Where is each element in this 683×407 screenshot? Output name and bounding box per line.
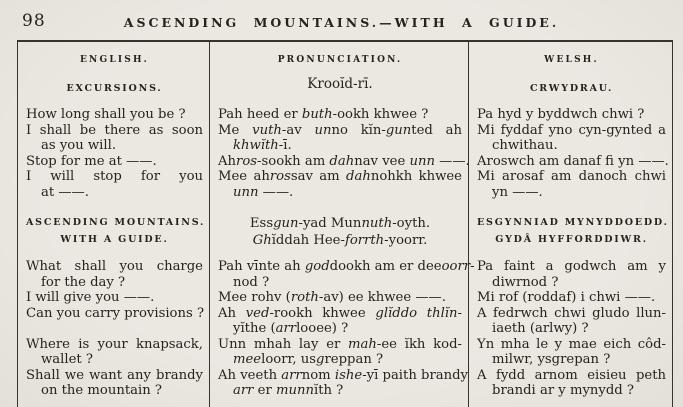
italic-text-segment: arr: [233, 383, 254, 398]
text-segment: -: [457, 305, 462, 321]
italic-text-segment: ros: [269, 169, 291, 184]
text-segment: loorr, us: [261, 352, 317, 367]
text-segment: -yad Mun: [298, 216, 362, 231]
text-segment: Mi arosaf am danoch chwi: [477, 169, 666, 184]
text-segment: er: [253, 383, 276, 398]
italic-text-segment: arr: [281, 367, 302, 383]
text-segment: Yn mha le y mae eich côd-: [477, 336, 666, 352]
text-segment: A fedrwch chwi gludo llun-: [477, 305, 666, 321]
italic-text-segment: unn: [409, 153, 435, 169]
cell-english-r9: [18, 368, 210, 407]
text-line: [26, 352, 203, 368]
text-segment: at ——.: [41, 184, 89, 200]
text-segment: -ee ĭkh kod-: [376, 336, 462, 352]
text-segment: -rookh khwee: [269, 305, 376, 321]
cell-welsh-r5: [469, 249, 673, 290]
text-line: [218, 259, 475, 275]
cell-welsh-r6: [469, 290, 673, 306]
italic-text-segment: arr: [275, 321, 297, 336]
text-segment: yn ——.: [492, 184, 543, 200]
italic-text-segment: forrth: [344, 233, 385, 248]
text-segment: ——.: [434, 153, 470, 169]
text-line: [26, 368, 203, 384]
text-line: [477, 185, 666, 201]
italic-text-segment: ishe: [334, 367, 363, 383]
text-line: [26, 275, 203, 291]
italic-text-segment: Gh: [252, 233, 272, 248]
section-head-welsh: [469, 200, 673, 249]
text-segment: ASCENDING MOUNTAINS.: [26, 217, 206, 228]
cell-welsh-r7: [469, 306, 673, 337]
text-segment: Can you carry provisions ?: [26, 305, 205, 321]
text-segment: -ī.: [278, 138, 292, 153]
text-line: [218, 321, 462, 337]
text-segment: looee) ?: [296, 321, 349, 336]
text-line: [477, 259, 666, 275]
text-segment: wallet ?: [41, 352, 93, 367]
phrase-row-8: [18, 337, 673, 368]
subhead-english-excursions: [18, 66, 210, 97]
text-segment: Pa faint a godwch am y: [477, 259, 666, 274]
italic-text-segment: dah: [346, 169, 371, 184]
text-line: [477, 138, 666, 154]
text-segment: Ess: [249, 216, 274, 231]
phrase-row-6: [18, 290, 673, 306]
phrase-row-9: [18, 368, 673, 407]
cell-pronunciation-r3: [210, 154, 469, 170]
text-line: [477, 275, 666, 291]
text-line: [26, 337, 203, 353]
text-segment: Shall we want any brandy: [26, 367, 203, 383]
text-segment: dookh am er dee: [329, 259, 442, 274]
text-segment: -sookh am: [257, 153, 330, 169]
text-line: [26, 123, 203, 139]
italic-text-segment: gun: [385, 122, 412, 138]
cell-welsh-r8: [469, 337, 673, 368]
italic-text-segment: thlĭn: [426, 305, 458, 321]
italic-text-segment: g: [316, 352, 325, 367]
cell-english-r6: [18, 290, 210, 306]
italic-text-segment: dah: [329, 153, 355, 169]
text-line: [477, 214, 669, 231]
text-segment: Aroswch am danaf fi yn ——.: [477, 153, 669, 169]
text-line: [218, 232, 462, 249]
cell-pronunciation-r2: [210, 123, 469, 154]
text-line: [218, 383, 462, 399]
text-segment: I will give you ——.: [26, 290, 155, 305]
text-line: [218, 185, 462, 201]
text-segment: -yoorr.: [384, 233, 428, 248]
phrase-row-2: [18, 123, 673, 154]
text-segment: brandi ar y mynydd ?: [492, 383, 634, 398]
italic-text-segment: khwĭth: [233, 138, 279, 153]
cell-english-r2: [18, 123, 210, 154]
text-segment: EXCURSIONS.: [66, 83, 163, 94]
text-segment: ted ah: [411, 122, 463, 138]
italic-text-segment: nuth: [361, 216, 393, 231]
text-segment: -: [470, 259, 475, 274]
cell-english-r7: [18, 306, 210, 337]
text-segment: -av: [281, 122, 315, 138]
text-line: [26, 383, 203, 399]
text-segment: nohkh khwee: [370, 169, 462, 184]
cell-english-r5: [18, 249, 210, 290]
text-segment: WITH A GUIDE.: [60, 234, 169, 245]
text-line: [26, 259, 203, 275]
text-segment: for the day ?: [41, 274, 126, 290]
cell-welsh-r2: [469, 123, 673, 154]
text-segment: -oyth.: [392, 216, 431, 231]
cell-pronunciation-r6: [210, 290, 469, 306]
text-segment: Ah veeth: [218, 367, 282, 383]
text-line: [218, 138, 462, 154]
text-line: [477, 80, 666, 97]
text-segment: GYDÂ HYFFORDDIWR.: [495, 234, 648, 245]
text-segment: -av) ee khwee ——.: [318, 290, 446, 305]
text-line: [218, 77, 462, 93]
text-line: [477, 107, 666, 123]
italic-text-segment: glĭddo: [375, 305, 418, 321]
text-line: [218, 290, 462, 306]
text-segment: sav am: [290, 169, 347, 184]
text-line: [477, 368, 666, 384]
text-line: [477, 306, 666, 322]
text-line: [26, 154, 203, 170]
text-segment: Ah: [218, 305, 246, 321]
italic-text-segment: ros: [236, 153, 258, 169]
cell-pronunciation-r4: [210, 169, 469, 200]
italic-text-segment: roth: [290, 290, 319, 305]
text-line: [26, 231, 203, 248]
cell-pronunciation-r7: [210, 306, 469, 337]
phrase-row-1: [18, 97, 673, 123]
text-segment: Where is your knapsack,: [26, 336, 203, 352]
text-line: [26, 107, 203, 123]
italic-text-segment: vuth: [252, 122, 282, 138]
page-number: 98: [22, 11, 46, 31]
text-line: [218, 367, 469, 384]
section-subheading-row: [18, 66, 673, 97]
text-segment: What shall you charge: [26, 259, 203, 274]
text-segment: Pa hyd y byddwch chwi ?: [477, 107, 645, 122]
text-segment: nav vee: [354, 153, 410, 169]
cell-welsh-r4: [469, 169, 673, 200]
text-segment: iaeth (arlwy) ?: [492, 321, 589, 336]
subhead-welsh-crwydrau: [469, 66, 673, 97]
text-segment: diwrnod ?: [492, 274, 559, 290]
cell-pronunciation-r1: [210, 97, 469, 123]
column-header-row: [18, 41, 673, 66]
text-line: [218, 107, 462, 123]
text-segment: ——.: [258, 184, 294, 200]
text-segment: [417, 306, 427, 321]
cell-welsh-r1: [469, 97, 673, 123]
italic-text-segment: god: [304, 259, 330, 274]
cell-english-r8: [18, 337, 210, 368]
text-segment: Mi rof (roddaf) i chwi ——.: [477, 290, 656, 305]
phrasebook-table: [17, 40, 673, 407]
text-segment: -yī paith brandy: [362, 367, 469, 383]
text-segment: How long shall you be ?: [26, 107, 186, 122]
text-segment: ĭddah Hee-: [271, 233, 345, 248]
text-line: [26, 214, 206, 231]
text-segment: no kĭn-: [331, 122, 386, 138]
text-line: [218, 306, 462, 322]
phrase-row-3: [18, 154, 673, 170]
text-line: [218, 337, 462, 353]
cell-english-r3: [18, 154, 210, 170]
text-line: [477, 169, 666, 185]
subhead-pronunciation-crwydrau: [210, 66, 469, 97]
italic-text-segment: mah: [348, 336, 377, 352]
italic-text-segment: oorr: [441, 259, 471, 274]
text-line: [218, 275, 462, 291]
text-segment: reppan ?: [324, 352, 384, 367]
page-header: [0, 8, 683, 36]
cell-english-r1: [18, 97, 210, 123]
cell-pronunciation-r8: [210, 337, 469, 368]
italic-text-segment: munn: [275, 383, 314, 398]
section-head-english: [18, 200, 210, 249]
text-segment: on the mountain ?: [41, 383, 162, 398]
column-header-english: ENGLISH.: [79, 55, 150, 65]
text-line: [477, 383, 666, 399]
text-segment: A fydd arnom eisieu peth: [477, 367, 666, 383]
running-title: ASCENDING MOUNTAINS.—WITH A GUIDE.: [123, 15, 560, 30]
text-segment: milwr, ysgrepan ?: [492, 352, 611, 367]
text-line: [26, 138, 203, 154]
text-segment: ESGYNNIAD MYNYDDOEDD.: [477, 217, 669, 228]
text-segment: chwithau.: [492, 138, 558, 153]
cell-english-r4: [18, 169, 210, 200]
italic-text-segment: buth: [301, 107, 333, 122]
column-header-welsh: WELSH.: [469, 41, 673, 66]
text-segment: I will stop for you: [26, 169, 203, 184]
text-line: [26, 185, 203, 201]
text-line: [218, 215, 462, 232]
text-line: [477, 352, 666, 368]
text-segment: yĭthe (: [233, 321, 276, 336]
text-segment: nom: [301, 367, 335, 383]
text-segment: Ah: [218, 153, 237, 169]
text-segment: nod ?: [233, 274, 270, 290]
text-segment: Pah heed er: [218, 107, 302, 122]
cell-welsh-r3: [469, 154, 673, 170]
italic-text-segment: ved: [245, 305, 270, 321]
column-header-pronunciation: PRONUNCIATION.: [210, 41, 469, 66]
phrase-row-4: [18, 169, 673, 200]
text-segment: as you will.: [41, 138, 117, 153]
text-segment: CRWYDRAU.: [529, 83, 614, 94]
text-line: [26, 290, 203, 306]
text-segment: Krooĭd-rī.: [307, 76, 373, 92]
text-line: [26, 169, 203, 185]
text-line: [218, 153, 470, 170]
text-segment: I shall be there as soon: [26, 122, 203, 138]
text-segment: Unn mhah lay er: [218, 336, 349, 352]
section-heading-row: [18, 200, 673, 249]
text-line: [477, 337, 666, 353]
italic-text-segment: mee: [233, 352, 262, 367]
text-line: [477, 290, 666, 306]
section-head-pronunciation: [210, 200, 469, 249]
text-line: [26, 80, 203, 97]
cell-pronunciation-r9: [210, 368, 469, 407]
italic-text-segment: gun: [273, 216, 299, 231]
text-line: [218, 123, 462, 139]
text-line: [477, 231, 666, 248]
cell-welsh-r9: [469, 368, 673, 407]
text-line: [477, 123, 666, 139]
text-segment: Mee ah: [218, 169, 270, 184]
text-line: [218, 169, 462, 185]
text-line: [477, 321, 666, 337]
text-line: [477, 153, 669, 170]
text-line: [218, 352, 462, 368]
italic-text-segment: unn: [233, 184, 259, 200]
cell-pronunciation-r5: [210, 249, 475, 290]
text-segment: Me: [218, 122, 253, 138]
text-segment: Mi fyddaf yno cyn-gynted a: [477, 122, 666, 138]
phrase-row-5: [18, 249, 673, 290]
text-segment: ĭth ?: [313, 383, 344, 398]
italic-text-segment: un: [314, 122, 332, 138]
text-line: [26, 306, 203, 322]
phrase-row-7: [18, 306, 673, 337]
text-segment: Stop for me at ——.: [26, 153, 157, 169]
text-segment: Mee rohv (: [218, 290, 291, 305]
text-segment: Pah vīnte ah: [218, 259, 305, 274]
text-segment: -ookh khwee ?: [332, 107, 429, 122]
